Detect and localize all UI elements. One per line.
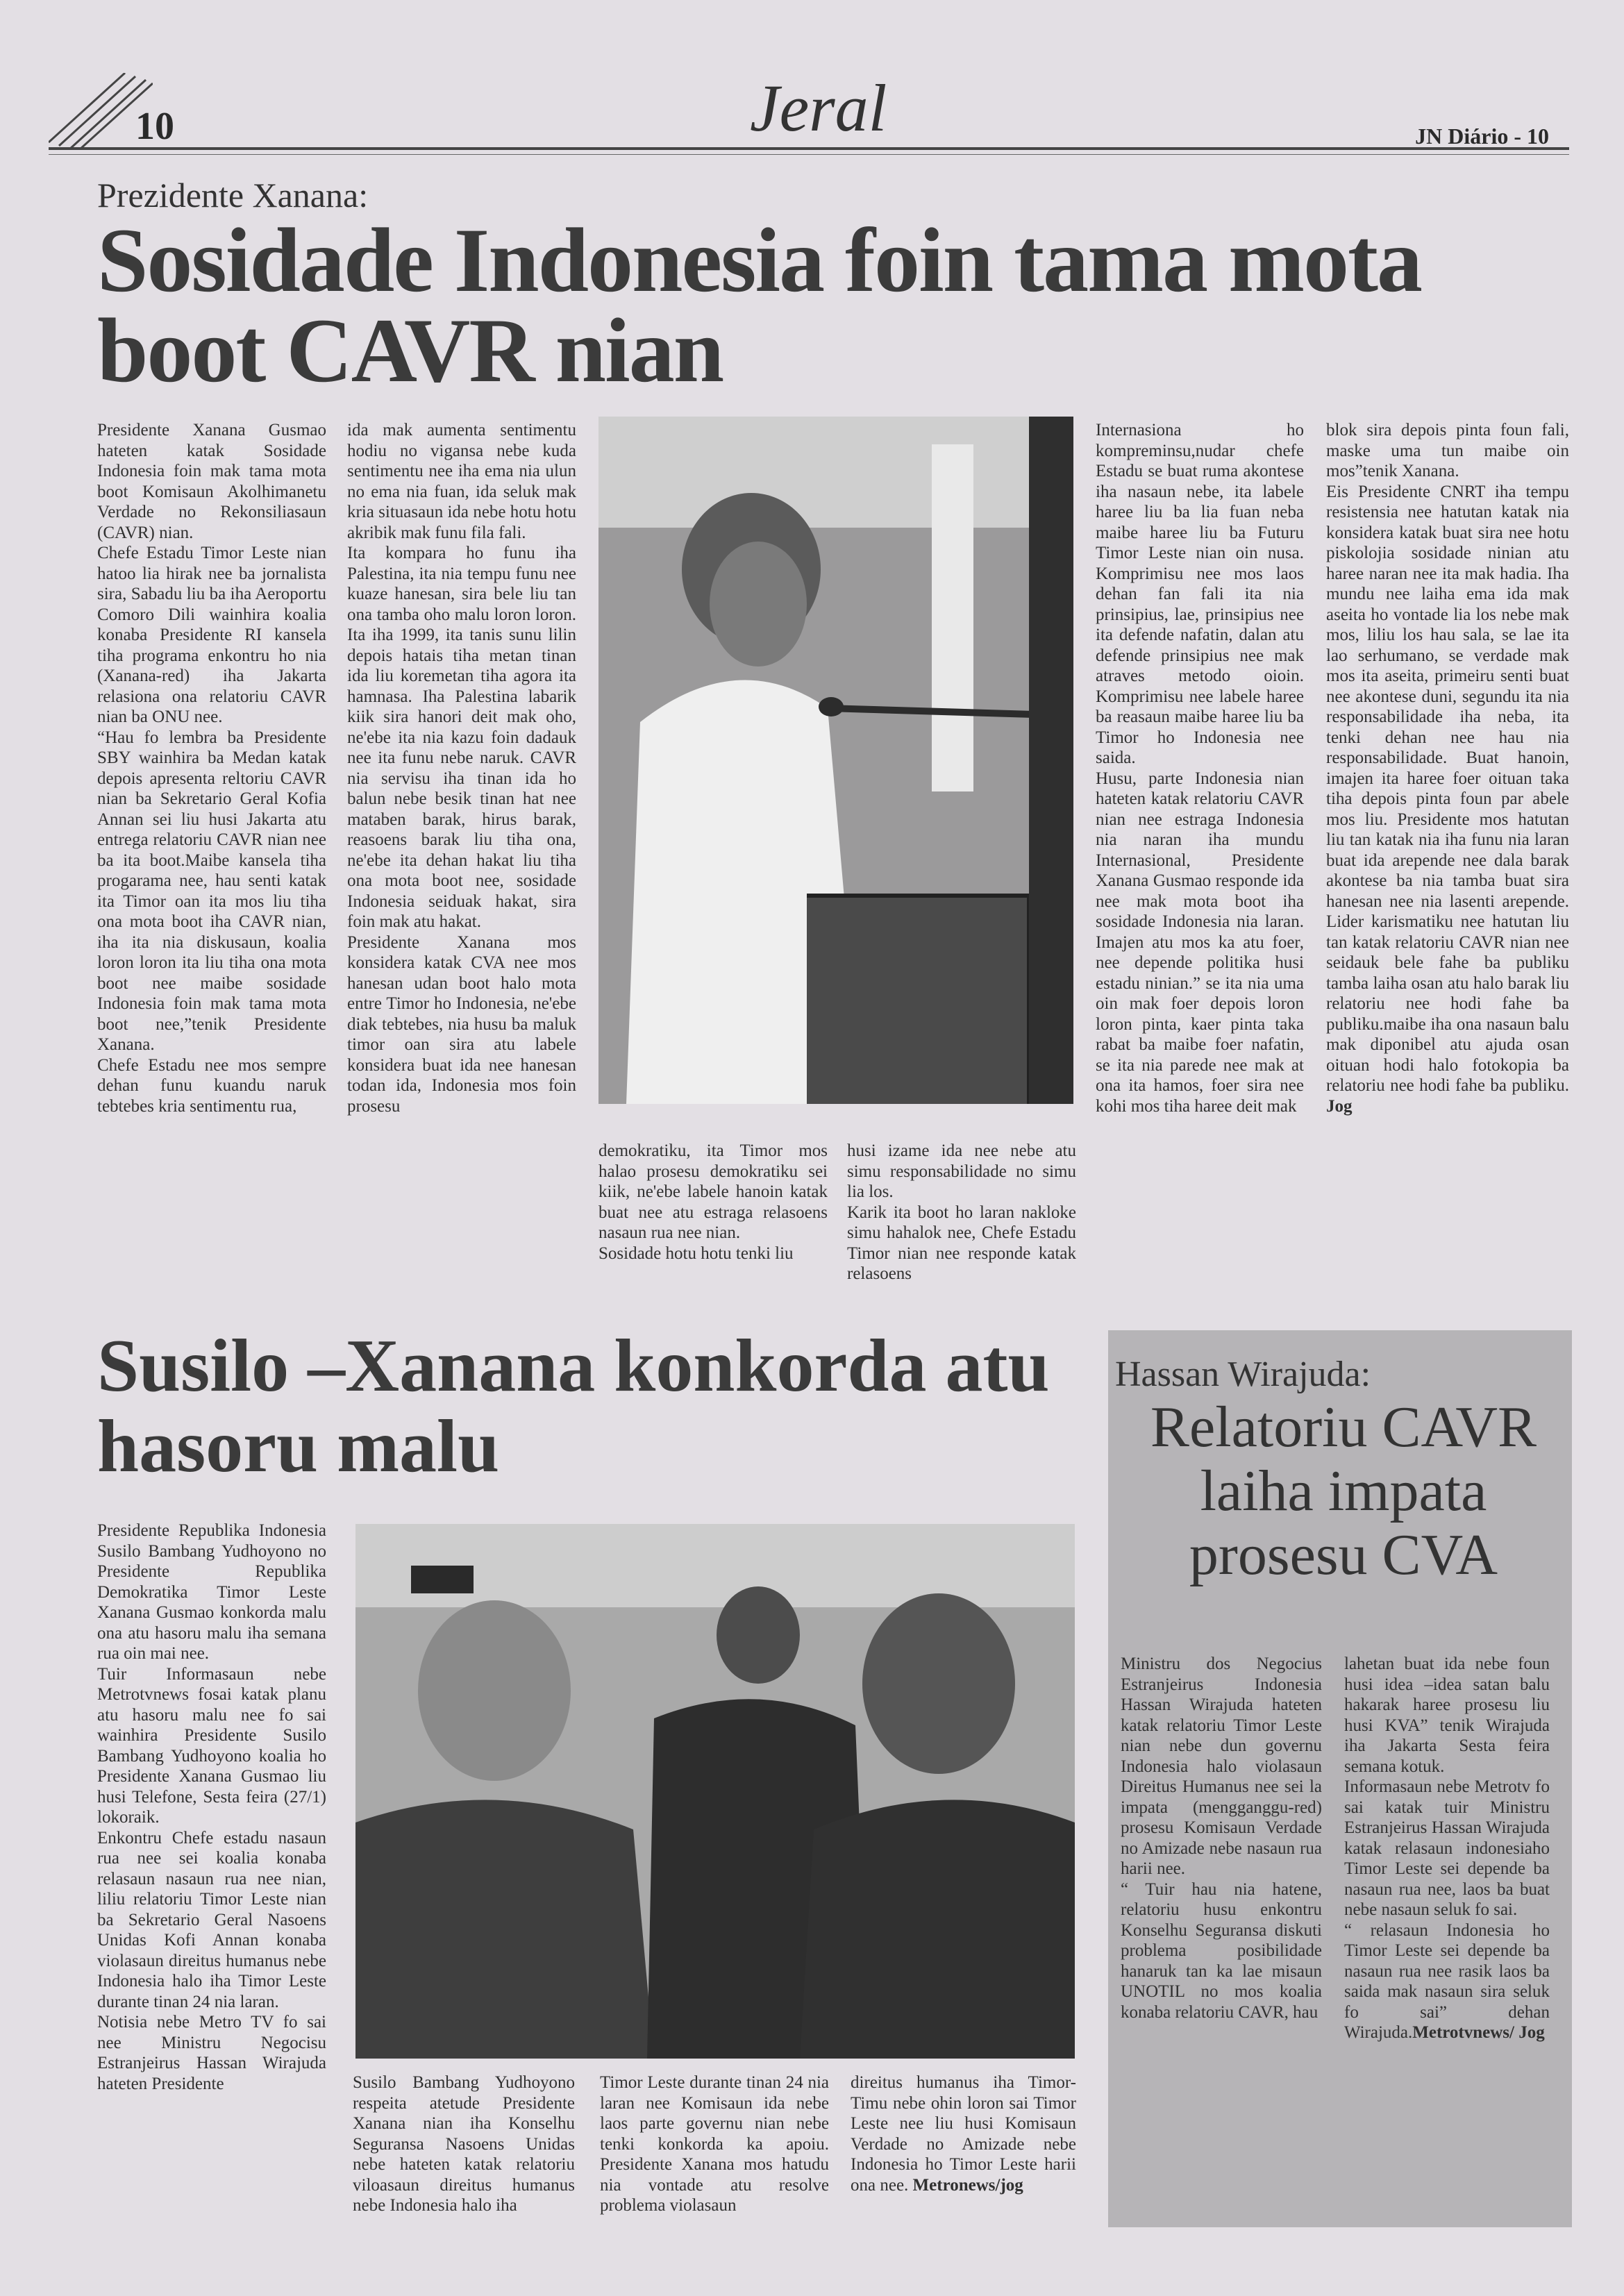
paragraph: Tuir Informasaun nebe Metrotvnews fosai katak planu atu hasoru malu nee fo sai wainhira Presidente Susilo Bambang Yudhoyono koalia ho Presidente Xanana Gusmao liu husi Telefone, Sesta feira (27/1) lokoraik. xyxy=(97,1664,326,1827)
paragraph: Notisia nebe Metro TV fo sai nee Ministru Negocisu Estranjeirus Hassan Wirajuda hateten Presidente xyxy=(97,2013,326,2093)
paragraph: Ministru dos Negocius Estranjeirus Indonesia Hassan Wirajuda hateten katak relatoriu Timor Leste nian nebe dun governu Indonesia halo violasaun Direitus Humanus nee sei la impata (mengganggu-red) prosesu Komisaun Verdade no Amizade nebe nasaun rua harii nee. xyxy=(1121,1654,1322,1878)
paragraph: husi izame ida nee nebe atu simu responsabilidade no simu lia los. xyxy=(847,1141,1076,1201)
paragraph: Ita kompara ho funu iha Palestina, ita nia tempu funu nee kuaze hanesan, sira bele liu tan ona tamba oho malu loron loron. Ita iha 1999, ita tanis sunu lilin depois hatais tiha metan tinan ida liu koremetan tiha agora ita hamnasa. Iha Palestina labarik kiik sira hanori deit mak oho, ne'ebe ita nia kazu foin dadauk nee ita funu nebe naruk. CAVR nia servisu iha tinan ida ho balun nebe besik tinan hat nee mataben barak, hirus barak, reasoens barak liu tiha ona, ne'ebe ita dehan hakat liu tiha ona mota boot nee, sosidade Indonesia seiduak hakat, sira foin mak atu hakat. xyxy=(347,544,576,931)
paragraph xyxy=(1326,482,1569,1117)
section-title: Jeral xyxy=(750,71,887,145)
paragraph: Enkontru Chefe estadu nasaun rua nee sei koalia konaba relasaun nasaun rua nee nian, liliu relatoriu Timor Leste nian ba Sekretario Geral Nasoens Unidas Kofi Annan konaba violasaun direitus humanus nebe Indonesia halo iha Timor Leste durante tinan 24 nia laran. xyxy=(97,1828,326,2011)
story3-byline: Metrotvnews/ Jog xyxy=(1412,2023,1545,2042)
story1-headline: Sosidade Indonesia foin tama mota boot CAVR nian xyxy=(97,209,1421,401)
caption-text: direitus humanus iha Timor-Timu nebe ohin loron sai Timor Leste nee liu husi Komisaun Verdade no Amizade nebe Indonesia ho Timor Leste harii ona nee. xyxy=(851,2073,1076,2195)
photo-xanana-image xyxy=(598,417,1073,1104)
paragraph: Presidente Xanana mos konsidera katak CVA nee mos hanesan udan boot halo mota entre Timor ho Indonesia, ne'ebe diak tebtebes, nia husu ba maluk timor oan sira atu labele konsidera buat ida nee hanesan todan ida, Indonesia mos foin prosesu xyxy=(347,932,576,1116)
story2-headline: Susilo –Xanana konkorda atu hasoru malu xyxy=(97,1325,1050,1488)
story1-column-3 xyxy=(598,1141,828,1264)
header-rule-thin xyxy=(49,154,1569,155)
paragraph-text: Eis Presidente CNRT iha tempu resistensia nee hatutan katak nia konsidera katak buat sira nee hotu piskolojia sosidade ninian atu haree naran nee ita mak hadia. Iha mundu nee laiha ema ida mak aseita ho vontade lia los nebe mak mos, liliu los hau sala, se lae ita lao serhumano, se verdade mak mos ita aseita, primeiru senti buat nee akontese duni, segundu ita nia responsabilidade iha neba, ita tenki dehan nee hau nia responsabilidade. Buat hanoin, imajen ita haree foer oituan taka tiha depois pinta foun par abele mos liu. Presidente mos hatutan liu tan katak nia iha funu nia laran buat ida arepende nee dala barak akontese ba nia tamba buat sira hanesan nee nia lasenti arepende. Lider karismatiku nee hatutan liu tan katak relatoriu CAVR nian nee seidauk bele fahe ba publiku tamba laiha osan atu halo barak liu relatoriu nee hodi fahe ba publiku.maibe iha ona nasaun balu mak diponibel atu ajuda osan oituan hodi halo fotokopia ba relatoriu nee hodi fahe ba publiku. xyxy=(1326,482,1569,1095)
paragraph: Husu, parte Indonesia nian hateten katak relatoriu CAVR nian nee estraga Indonesia nia naran iha mundu Internasional, Presidente Xanana Gusmao responde ida nee mak mota boot iha sosidade Indonesia nia laran. Imajen atu mos ka atu foer, nee depende politika husi estadu ninian.” se ita nia uma oin mak foer depois loron loron pinta, kaer pinta taka rabat ba maibe foer nafatin, se ita nia parede nee mak at ona ita hamos, foer sira nee kohi mos tiha haree deit mak xyxy=(1096,769,1304,1116)
paragraph-text: “ relasaun Indonesia ho Timor Leste sei depende ba nasaun rua nee rasik laos ba saida mak nasaun sira seluk fo sai” dehan Wirajuda. xyxy=(1344,1920,1550,2042)
story3-column-1 xyxy=(1121,1654,1322,2022)
paragraph: Chefe Estadu Timor Leste nian hatoo lia hirak nee ba jornalista sira, Sabadu liu ba iha Aeroportu Comoro Dili wainhira koalia konaba Presidente RI kansela tiha programa enkontru ho nia (Xanana-red) iha Jakarta relasiona ona relatoriu CAVR nian ba ONU nee. xyxy=(97,544,326,726)
story3-column-2 xyxy=(1344,1654,1550,2043)
paragraph: blok sira depois pinta foun fali, maske uma tun maibe oin mos”tenik Xanana. xyxy=(1326,421,1569,480)
story1-column-2 xyxy=(347,420,576,1116)
header-rule xyxy=(49,147,1569,150)
paragraph: ida mak aumenta sentimentu hodiu no vigansa nebe kuda sentimentu nee iha ema nia ulun no ema nia fuan, ida seluk mak kria situasaun ida nebe hotu hotu akribik mak funu fila fali. xyxy=(347,421,576,542)
newspaper-brand: JN Diário - 10 xyxy=(1415,124,1549,149)
story1-column-6 xyxy=(1326,420,1569,1116)
story3-headline: Relatoriu CAVR laiha impata prosesu CVA xyxy=(1150,1395,1537,1587)
paragraph xyxy=(1344,1920,1550,2043)
story1-kicker: Prezidente Xanana: xyxy=(97,176,369,215)
photo-xanana-speaking xyxy=(598,417,1073,1104)
paragraph: lahetan buat ida nebe foun husi idea –idea satan balu hakarak haree prosesu liu husi KVA” tenik Wirajuda iha Jakarta Sesta feira semana kotuk. xyxy=(1344,1654,1550,1776)
paragraph: “ Tuir hau nia hatene, relatoriu husu enkontru Konselhu Seguransa diskuti problema posibilidade hanaruk tan ka lae misaun UNOTIL no mos koalia konaba relatoriu CAVR, hau xyxy=(1121,1879,1322,2022)
photo-caption-2: Timor Leste durante tinan 24 nia laran nee Komisaun ida nebe laos parte governu nian nebe tenki konkorda ka apoiu. Presidente Xanana mos hatudu nia vontade atu resolve problema violasaun xyxy=(600,2073,829,2215)
story2-column-1 xyxy=(97,1520,326,2094)
photo-susilo-xanana xyxy=(355,1524,1075,2059)
paragraph: demokratiku, ita Timor mos halao prosesu demokratiku sei kiik, ne'ebe labele hanoin katak buat nee atu estraga relasoens nasaun rua nee nian. xyxy=(598,1141,828,1242)
paragraph: Chefe Estadu nee mos sempre dehan funu kuandu naruk tebtebes kria sentimentu rua, xyxy=(97,1055,326,1116)
story2-byline: Metronews/jog xyxy=(912,2175,1023,2195)
photo-susilo-xanana-image xyxy=(355,1524,1075,2059)
paragraph: Sosidade hotu hotu tenki liu xyxy=(598,1243,794,1263)
page-number: 10 xyxy=(135,105,174,148)
story1-byline: Jog xyxy=(1326,1096,1353,1116)
paragraph: Internasiona ho kompreminsu,nudar chefe Estadu se buat ruma akontese iha nasaun nebe, ita labele haree liu ba lia fuan neba maibe haree liu ba Futuru Timor Leste nian oin nusa. Komprimisu nee mos laos dehan fan fali ita nia prinsipius, lae, prinsipius nee ita defende nafatin, dalan atu defende prinsipius nee mak atraves metodo oioin. Komprimisu nee labele haree ba reasaun maibe haree liu ba Timor ho Indonesia nee saida. xyxy=(1096,421,1304,767)
story1-column-1 xyxy=(97,420,326,1116)
paragraph: “Hau fo lembra ba Presidente SBY wainhira ba Medan katak depois apresenta reltoriu CAVR nian ba Sekretario Geral Kofia Annan sei liu husi Jakarta atu entrega relatoriu CAVR nian nee ba ita boot.Maibe kansela tiha progarama nee, hau senti katak ita Timor oan ita mos liu tiha ona mota boot iha CAVR nian, iha ita nia diskusaun, koalia loron loron ita liu tiha ona mota boot nee maibe sosidade Indonesia foin mak tama mota boot nee,”tenik Presidente Xanana. xyxy=(97,728,326,1054)
story3-kicker: Hassan Wirajuda: xyxy=(1115,1355,1371,1394)
photo-caption-1: Susilo Bambang Yudhoyono respeita atetude Presidente Xanana nian iha Konselhu Seguransa Nasoens Unidas nebe hateten katak relatoriu viloasaun direitus humanus nebe Indonesia halo iha xyxy=(353,2073,575,2215)
paragraph: Presidente Xanana Gusmao hateten katak Sosidade Indonesia foin mak tama mota boot Komisaun Akolhimanetu Verdade no Rekonsiliasaun (CAVR) nian. xyxy=(97,421,326,542)
paragraph: Presidente Republika Indonesia Susilo Bambang Yudhoyono no Presidente Republika Demokratika Timor Leste Xanana Gusmao konkorda malu ona atu hasoru malu iha semana rua oin mai nee. xyxy=(97,1521,326,1663)
story1-column-4 xyxy=(847,1141,1076,1284)
paragraph: Informasaun nebe Metrotv fo sai katak tuir Ministru Estranjeirus Hassan Wirajuda katak relasaun indonesiaho Timor Leste sei depende ba nasaun rua nee, laos ba buat nebe nasaun seluk fo sai. xyxy=(1344,1777,1550,1919)
paragraph: Karik ita boot ho laran nakloke simu hahalok nee, Chefe Estadu Timor nian nee responde katak relasoens xyxy=(847,1203,1076,1283)
story1-column-5 xyxy=(1096,420,1304,1116)
photo-caption-3 xyxy=(851,2072,1076,2195)
